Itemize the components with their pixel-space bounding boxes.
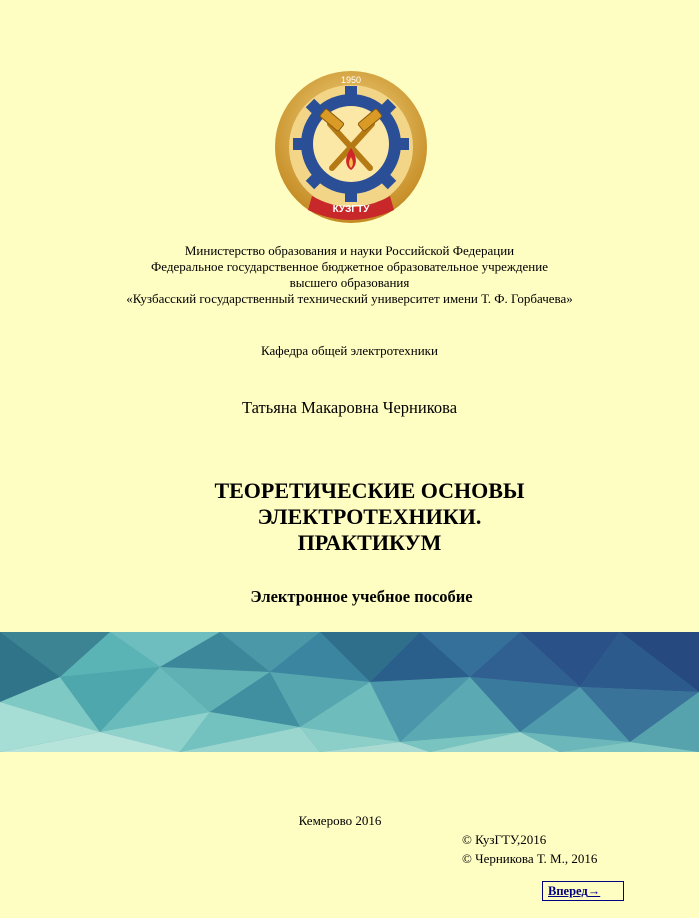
arrow-right-icon: →	[587, 884, 601, 898]
department: Кафедра общей электротехники	[261, 343, 438, 358]
next-page-button[interactable]	[542, 881, 624, 901]
logo-year: 1950	[340, 75, 362, 85]
copyright-university: © КузГТУ,2016	[462, 832, 547, 847]
author-name: Татьяна Макаровна Черникова	[241, 398, 458, 417]
decorative-banner	[0, 632, 699, 752]
ministry-line-1: Министерство образования и науки Российской Федерации	[184, 243, 515, 258]
next-label: Вперед	[548, 884, 588, 898]
logo-name: КУЗГТУ	[332, 204, 370, 215]
ministry-line-3: высшего образования	[289, 275, 410, 290]
book-title	[20, 478, 699, 556]
copyright-author: © Черникова Т. М., 2016	[462, 851, 598, 866]
ministry-line-2: Федеральное государственное бюджетное образовательное учреждение	[151, 259, 548, 274]
ministry-line-4: «Кузбасский государственный технический университет имени Т. Ф. Горбачева»	[126, 291, 573, 306]
title-line-2: ЭЛЕКТРОТЕХНИКИ.	[257, 504, 482, 529]
book-subtitle: Электронное учебное пособие	[250, 587, 473, 606]
title-line-1: ТЕОРЕТИЧЕСКИЕ ОСНОВЫ	[214, 478, 525, 503]
city-year: Кемерово 2016	[298, 813, 382, 828]
title-line-3: ПРАКТИКУМ	[297, 530, 442, 555]
ministry-block	[0, 243, 699, 307]
university-logo	[272, 68, 430, 226]
